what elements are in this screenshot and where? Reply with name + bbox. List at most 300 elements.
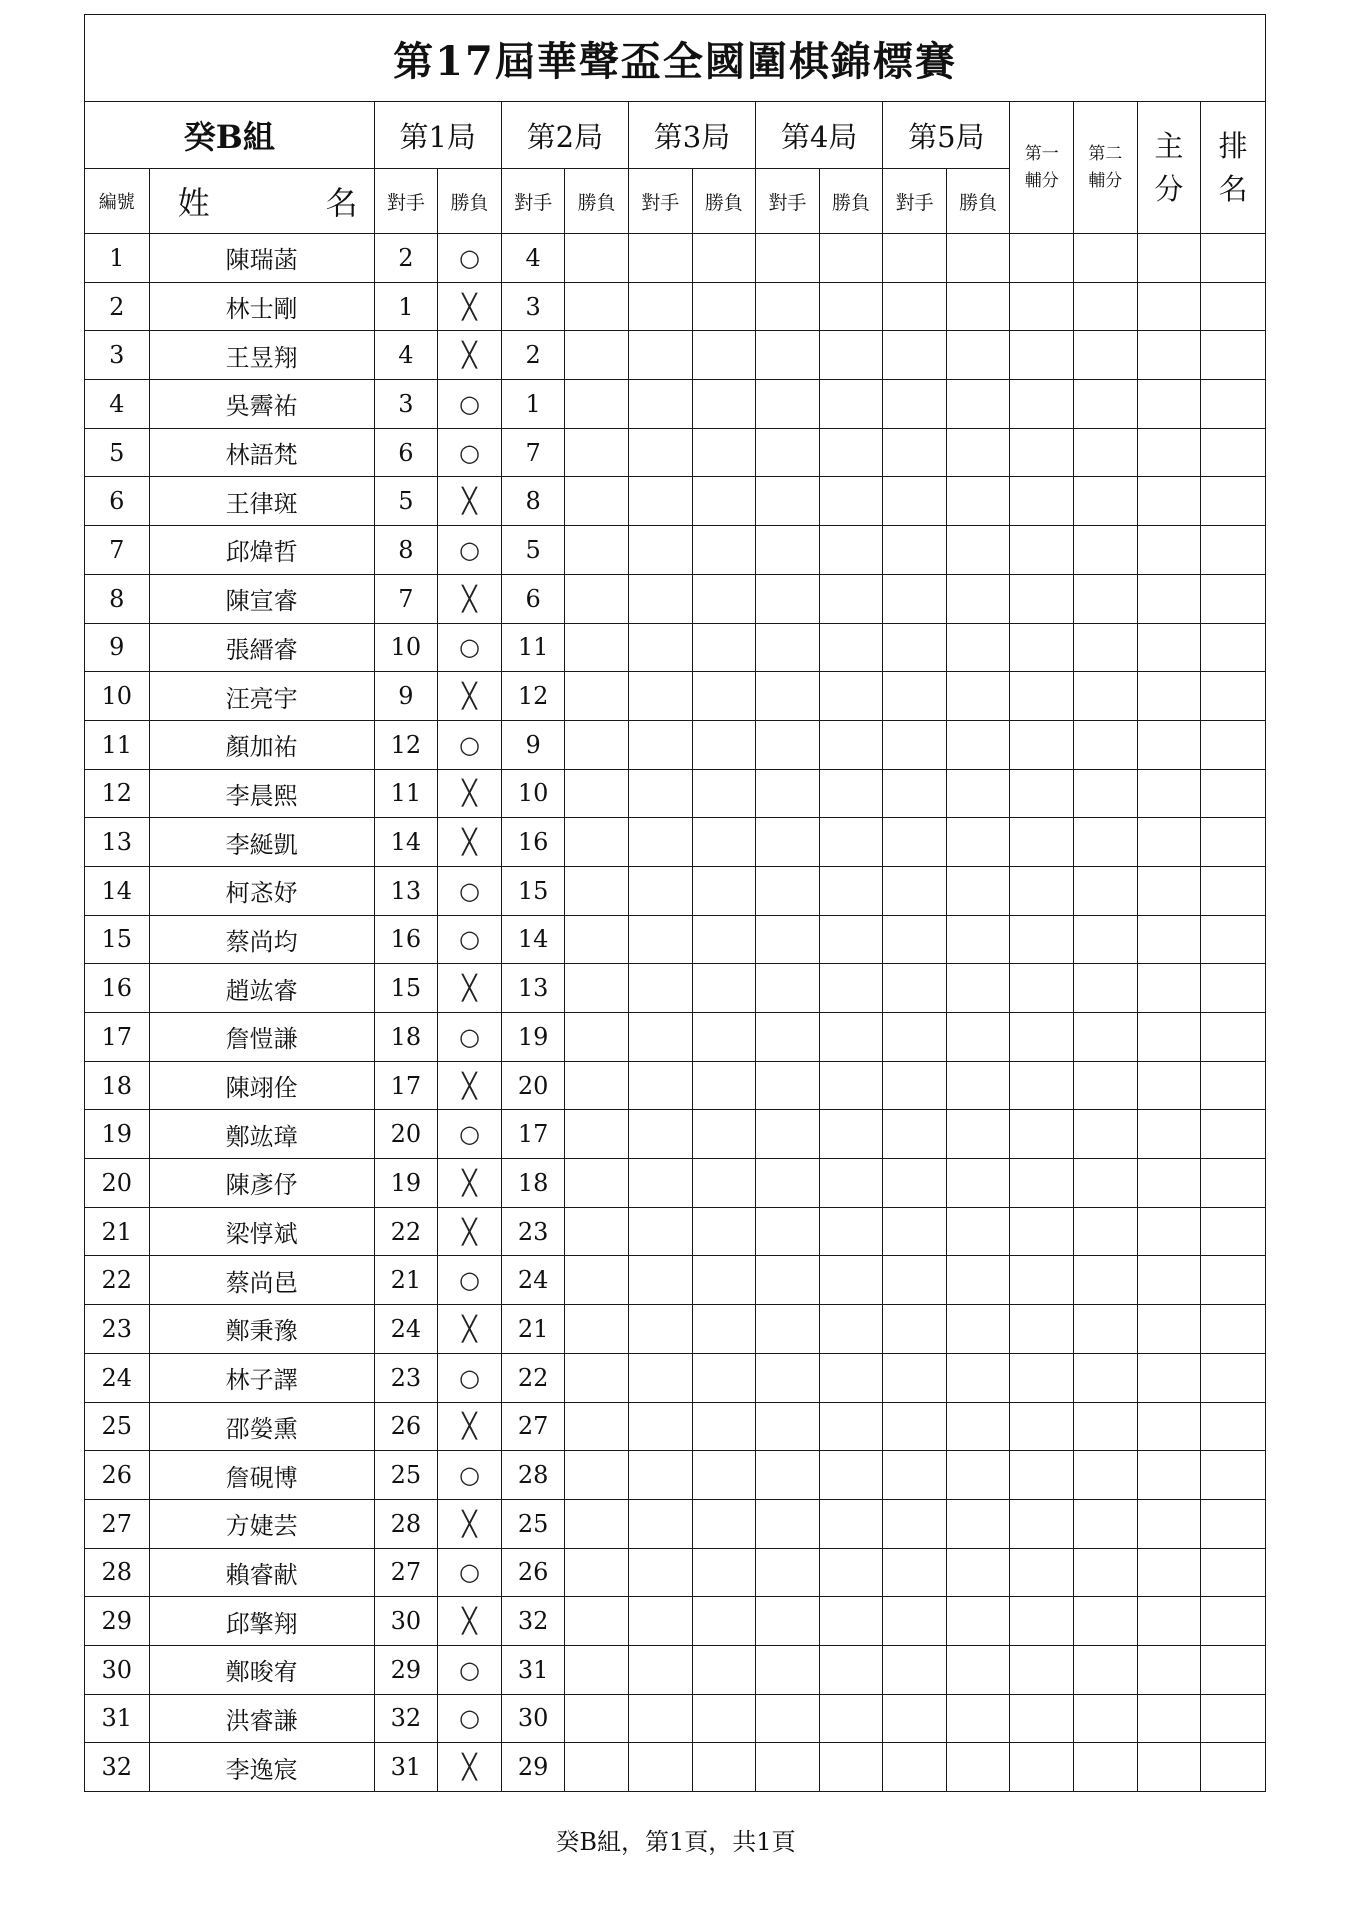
round1-result-cell: ○ <box>438 623 502 672</box>
table-row <box>85 866 1266 915</box>
rank-cell <box>1201 1548 1266 1597</box>
round4-opponent-cell <box>756 1207 820 1256</box>
round1-result-cell: ○ <box>438 915 502 964</box>
round4-opponent-cell <box>756 526 820 575</box>
round3-result-cell <box>692 477 756 526</box>
round2-opponent-cell: 31 <box>501 1645 565 1694</box>
player-name: 王昱翔 <box>149 331 374 380</box>
round4-result-cell <box>819 428 883 477</box>
round1-opponent-cell: 2 <box>374 234 438 283</box>
tiebreak2-header <box>1074 102 1138 234</box>
number-header: 編號 <box>85 169 150 234</box>
table-row <box>85 1353 1266 1402</box>
player-name: 趙竑睿 <box>149 964 374 1013</box>
round3-result-cell <box>692 282 756 331</box>
player-number: 8 <box>85 574 150 623</box>
round3-result-cell <box>692 1743 756 1792</box>
round1-result-cell: ○ <box>438 428 502 477</box>
round2-opponent-cell: 13 <box>501 964 565 1013</box>
round4-opponent-header: 對手 <box>756 169 820 234</box>
round4-opponent-cell <box>756 331 820 380</box>
round4-result-cell <box>819 1256 883 1305</box>
tiebreak1-cell <box>1010 331 1074 380</box>
round3-result-cell <box>692 380 756 429</box>
main-score-cell <box>1137 1207 1201 1256</box>
round1-result-cell: ╳ <box>438 1597 502 1646</box>
round4-opponent-cell <box>756 1353 820 1402</box>
round1-opponent-cell: 27 <box>374 1548 438 1597</box>
round4-result-cell <box>819 1743 883 1792</box>
round4-result-cell <box>819 1207 883 1256</box>
round3-opponent-cell <box>628 1353 692 1402</box>
tiebreak2-cell <box>1074 964 1138 1013</box>
round1-result-cell: ○ <box>438 526 502 575</box>
round5-opponent-cell <box>883 331 947 380</box>
round1-result-cell: ╳ <box>438 477 502 526</box>
round1-opponent-cell: 19 <box>374 1159 438 1208</box>
round1-result-cell: ○ <box>438 1645 502 1694</box>
table-row <box>85 964 1266 1013</box>
tiebreak2-cell <box>1074 1159 1138 1208</box>
round3-result-cell <box>692 818 756 867</box>
player-name: 陳瑞菡 <box>149 234 374 283</box>
player-name: 張縉睿 <box>149 623 374 672</box>
round2-opponent-cell: 2 <box>501 331 565 380</box>
round1-opponent-cell: 5 <box>374 477 438 526</box>
round1-opponent-cell: 21 <box>374 1256 438 1305</box>
round4-opponent-cell <box>756 428 820 477</box>
tiebreak2-cell <box>1074 1645 1138 1694</box>
round5-result-cell <box>946 380 1010 429</box>
round2-opponent-cell: 8 <box>501 477 565 526</box>
round1-opponent-cell: 17 <box>374 1061 438 1110</box>
round3-result-cell <box>692 331 756 380</box>
round2-result-cell <box>565 818 629 867</box>
round5-result-cell <box>946 1743 1010 1792</box>
round1-result-cell: ╳ <box>438 769 502 818</box>
round-header-1: 第1局 <box>374 102 501 169</box>
round2-opponent-cell: 25 <box>501 1499 565 1548</box>
round2-result-cell <box>565 234 629 283</box>
name-header-char2: 名 <box>325 184 358 222</box>
rank-cell <box>1201 1402 1266 1451</box>
round4-opponent-cell <box>756 769 820 818</box>
player-number: 19 <box>85 1110 150 1159</box>
player-name: 鄭竑璋 <box>149 1110 374 1159</box>
round4-result-cell <box>819 1645 883 1694</box>
round1-result-cell: ╳ <box>438 1061 502 1110</box>
round2-result-cell <box>565 1061 629 1110</box>
round3-opponent-cell <box>628 1402 692 1451</box>
table-row <box>85 1013 1266 1062</box>
round1-opponent-cell: 8 <box>374 526 438 575</box>
tiebreak1-cell <box>1010 234 1074 283</box>
round4-result-header: 勝負 <box>819 169 883 234</box>
tiebreak1-cell <box>1010 1645 1074 1694</box>
round4-result-cell <box>819 964 883 1013</box>
round2-opponent-cell: 1 <box>501 380 565 429</box>
round2-result-cell <box>565 1451 629 1500</box>
player-number: 6 <box>85 477 150 526</box>
player-name: 蔡尚均 <box>149 915 374 964</box>
round1-result-cell: ╳ <box>438 1743 502 1792</box>
player-number: 7 <box>85 526 150 575</box>
round3-result-cell <box>692 428 756 477</box>
tiebreak1-cell <box>1010 1597 1074 1646</box>
table-row <box>85 1061 1266 1110</box>
round2-opponent-cell: 14 <box>501 915 565 964</box>
round2-opponent-cell: 3 <box>501 282 565 331</box>
round5-result-cell <box>946 234 1010 283</box>
round3-result-cell <box>692 1256 756 1305</box>
round2-opponent-cell: 28 <box>501 1451 565 1500</box>
round3-opponent-cell <box>628 1256 692 1305</box>
player-number: 31 <box>85 1694 150 1743</box>
player-number: 1 <box>85 234 150 283</box>
round1-opponent-cell: 18 <box>374 1013 438 1062</box>
player-name: 林子譯 <box>149 1353 374 1402</box>
tiebreak1-cell <box>1010 1305 1074 1354</box>
tiebreak2-cell <box>1074 331 1138 380</box>
player-number: 9 <box>85 623 150 672</box>
table-row <box>85 282 1266 331</box>
main-score-cell <box>1137 1645 1201 1694</box>
round3-result-cell <box>692 623 756 672</box>
tiebreak1-cell <box>1010 1743 1074 1792</box>
round1-opponent-cell: 31 <box>374 1743 438 1792</box>
round5-opponent-cell <box>883 1013 947 1062</box>
table-row <box>85 1645 1266 1694</box>
main-score-header-line2: 分 <box>1154 171 1184 206</box>
round1-result-cell: ○ <box>438 380 502 429</box>
rank-cell <box>1201 672 1266 721</box>
round1-result-cell: ○ <box>438 1548 502 1597</box>
round1-result-header: 勝負 <box>438 169 502 234</box>
tiebreak1-cell <box>1010 428 1074 477</box>
rank-cell <box>1201 1207 1266 1256</box>
round2-opponent-cell: 9 <box>501 720 565 769</box>
table-row <box>85 477 1266 526</box>
player-number: 26 <box>85 1451 150 1500</box>
round5-opponent-cell <box>883 526 947 575</box>
round5-result-cell <box>946 672 1010 721</box>
round2-result-cell <box>565 477 629 526</box>
round2-opponent-cell: 17 <box>501 1110 565 1159</box>
tiebreak1-cell <box>1010 1256 1074 1305</box>
tiebreak1-cell <box>1010 915 1074 964</box>
round3-opponent-cell <box>628 769 692 818</box>
main-score-cell <box>1137 1256 1201 1305</box>
round2-result-cell <box>565 866 629 915</box>
round2-opponent-cell: 6 <box>501 574 565 623</box>
round-header-4: 第4局 <box>756 102 883 169</box>
main-score-cell <box>1137 1597 1201 1646</box>
round5-result-cell <box>946 1499 1010 1548</box>
rank-cell <box>1201 1305 1266 1354</box>
tiebreak1-cell <box>1010 380 1074 429</box>
round5-result-cell <box>946 964 1010 1013</box>
player-name: 柯忞妤 <box>149 866 374 915</box>
round5-result-cell <box>946 1061 1010 1110</box>
round4-result-cell <box>819 574 883 623</box>
main-score-cell <box>1137 769 1201 818</box>
tiebreak2-cell <box>1074 1499 1138 1548</box>
round5-opponent-cell <box>883 380 947 429</box>
main-score-cell <box>1137 234 1201 283</box>
tiebreak1-cell <box>1010 1451 1074 1500</box>
rank-cell <box>1201 818 1266 867</box>
round1-opponent-cell: 30 <box>374 1597 438 1646</box>
round5-result-cell <box>946 428 1010 477</box>
round4-opponent-cell <box>756 672 820 721</box>
score-sheet <box>84 14 1266 1792</box>
round3-opponent-cell <box>628 1743 692 1792</box>
round1-opponent-cell: 24 <box>374 1305 438 1354</box>
round5-result-cell <box>946 915 1010 964</box>
round1-opponent-cell: 11 <box>374 769 438 818</box>
round5-result-cell <box>946 331 1010 380</box>
tiebreak1-cell <box>1010 1694 1074 1743</box>
round4-opponent-cell <box>756 1061 820 1110</box>
round1-result-cell: ○ <box>438 1110 502 1159</box>
round3-result-cell <box>692 1548 756 1597</box>
round1-opponent-cell: 29 <box>374 1645 438 1694</box>
tiebreak1-cell <box>1010 1159 1074 1208</box>
tiebreak2-header-line2: 輔分 <box>1088 170 1123 191</box>
round3-result-cell <box>692 1061 756 1110</box>
round4-result-cell <box>819 1402 883 1451</box>
rank-cell <box>1201 915 1266 964</box>
round1-opponent-cell: 28 <box>374 1499 438 1548</box>
round4-opponent-cell <box>756 1013 820 1062</box>
round3-result-cell <box>692 1013 756 1062</box>
round2-opponent-cell: 10 <box>501 769 565 818</box>
round4-opponent-cell <box>756 282 820 331</box>
round5-result-cell <box>946 720 1010 769</box>
tiebreak1-cell <box>1010 477 1074 526</box>
table-row <box>85 1597 1266 1646</box>
player-name: 邱擎翔 <box>149 1597 374 1646</box>
tiebreak2-cell <box>1074 672 1138 721</box>
round3-opponent-cell <box>628 331 692 380</box>
tiebreak1-cell <box>1010 526 1074 575</box>
round4-result-cell <box>819 526 883 575</box>
round5-opponent-cell <box>883 477 947 526</box>
round2-result-cell <box>565 1353 629 1402</box>
round4-opponent-cell <box>756 380 820 429</box>
round2-result-cell <box>565 1743 629 1792</box>
round4-opponent-cell <box>756 866 820 915</box>
round5-opponent-cell <box>883 818 947 867</box>
tiebreak2-cell <box>1074 1597 1138 1646</box>
rank-cell <box>1201 574 1266 623</box>
round2-opponent-cell: 26 <box>501 1548 565 1597</box>
round3-result-header: 勝負 <box>692 169 756 234</box>
player-name: 陳彥伃 <box>149 1159 374 1208</box>
round3-result-cell <box>692 1645 756 1694</box>
player-number: 15 <box>85 915 150 964</box>
rank-cell <box>1201 1159 1266 1208</box>
main-score-cell <box>1137 964 1201 1013</box>
player-number: 4 <box>85 380 150 429</box>
round4-opponent-cell <box>756 1305 820 1354</box>
main-score-cell <box>1137 1499 1201 1548</box>
round3-result-cell <box>692 964 756 1013</box>
page-title: 第17屆華聲盃全國圍棋錦標賽 <box>85 15 1266 102</box>
main-score-cell <box>1137 1013 1201 1062</box>
table-row <box>85 1207 1266 1256</box>
rank-cell <box>1201 234 1266 283</box>
round4-opponent-cell <box>756 1110 820 1159</box>
round1-opponent-cell: 6 <box>374 428 438 477</box>
round3-result-cell <box>692 574 756 623</box>
rank-cell <box>1201 769 1266 818</box>
round1-opponent-cell: 22 <box>374 1207 438 1256</box>
player-name: 洪睿謙 <box>149 1694 374 1743</box>
round3-opponent-cell <box>628 1499 692 1548</box>
rank-cell <box>1201 331 1266 380</box>
round3-opponent-cell <box>628 866 692 915</box>
round5-result-cell <box>946 1451 1010 1500</box>
tiebreak2-cell <box>1074 1305 1138 1354</box>
tiebreak2-cell <box>1074 1207 1138 1256</box>
standings-table <box>84 14 1266 1792</box>
round4-opponent-cell <box>756 1597 820 1646</box>
player-name: 陳翊佺 <box>149 1061 374 1110</box>
tiebreak1-cell <box>1010 720 1074 769</box>
round3-result-cell <box>692 1402 756 1451</box>
round1-opponent-cell: 4 <box>374 331 438 380</box>
round4-result-cell <box>819 1110 883 1159</box>
round2-result-cell <box>565 964 629 1013</box>
round5-result-cell <box>946 1548 1010 1597</box>
table-row <box>85 818 1266 867</box>
tiebreak1-cell <box>1010 1499 1074 1548</box>
round5-result-cell <box>946 866 1010 915</box>
rank-cell <box>1201 1694 1266 1743</box>
round1-opponent-cell: 23 <box>374 1353 438 1402</box>
round1-opponent-cell: 26 <box>374 1402 438 1451</box>
main-score-cell <box>1137 1061 1201 1110</box>
player-name: 方婕芸 <box>149 1499 374 1548</box>
round3-opponent-cell <box>628 1207 692 1256</box>
round3-opponent-cell <box>628 818 692 867</box>
tiebreak1-cell <box>1010 1548 1074 1597</box>
round5-opponent-cell <box>883 1159 947 1208</box>
round5-opponent-cell <box>883 1256 947 1305</box>
round2-result-cell <box>565 428 629 477</box>
tiebreak1-cell <box>1010 769 1074 818</box>
round3-result-cell <box>692 1694 756 1743</box>
player-number: 2 <box>85 282 150 331</box>
round1-result-cell: ╳ <box>438 1207 502 1256</box>
round4-result-cell <box>819 1548 883 1597</box>
round3-result-cell <box>692 234 756 283</box>
player-name: 詹愷謙 <box>149 1013 374 1062</box>
main-score-cell <box>1137 1694 1201 1743</box>
round5-result-cell <box>946 1159 1010 1208</box>
main-score-cell <box>1137 1110 1201 1159</box>
rank-cell <box>1201 1353 1266 1402</box>
player-number: 20 <box>85 1159 150 1208</box>
round2-result-cell <box>565 1548 629 1597</box>
round5-opponent-cell <box>883 915 947 964</box>
round3-opponent-cell <box>628 1597 692 1646</box>
player-number: 21 <box>85 1207 150 1256</box>
round4-result-cell <box>819 380 883 429</box>
round3-opponent-cell <box>628 623 692 672</box>
round2-result-cell <box>565 1305 629 1354</box>
table-row <box>85 915 1266 964</box>
player-number: 27 <box>85 1499 150 1548</box>
round4-result-cell <box>819 477 883 526</box>
main-score-header <box>1137 102 1201 234</box>
round4-result-cell <box>819 672 883 721</box>
main-score-cell <box>1137 818 1201 867</box>
player-name: 邵嫈熏 <box>149 1402 374 1451</box>
table-row <box>85 672 1266 721</box>
round1-result-cell: ○ <box>438 1694 502 1743</box>
round4-result-cell <box>819 1159 883 1208</box>
round5-result-cell <box>946 1207 1010 1256</box>
round5-result-cell <box>946 769 1010 818</box>
round2-result-cell <box>565 1256 629 1305</box>
tiebreak2-cell <box>1074 526 1138 575</box>
round1-opponent-cell: 14 <box>374 818 438 867</box>
round1-result-cell: ○ <box>438 1013 502 1062</box>
rank-cell <box>1201 720 1266 769</box>
round3-opponent-cell <box>628 1694 692 1743</box>
round2-result-cell <box>565 526 629 575</box>
round4-result-cell <box>819 1013 883 1062</box>
main-score-cell <box>1137 623 1201 672</box>
round2-opponent-cell: 7 <box>501 428 565 477</box>
round3-opponent-cell <box>628 720 692 769</box>
table-row <box>85 1159 1266 1208</box>
round5-opponent-cell <box>883 672 947 721</box>
tiebreak1-cell <box>1010 1402 1074 1451</box>
player-name: 陳宣睿 <box>149 574 374 623</box>
round4-opponent-cell <box>756 915 820 964</box>
round3-result-cell <box>692 1305 756 1354</box>
round4-result-cell <box>819 769 883 818</box>
rank-cell <box>1201 1597 1266 1646</box>
round2-result-cell <box>565 720 629 769</box>
player-number: 3 <box>85 331 150 380</box>
round2-result-cell <box>565 574 629 623</box>
round3-opponent-cell <box>628 1159 692 1208</box>
round4-opponent-cell <box>756 1256 820 1305</box>
round4-result-cell <box>819 623 883 672</box>
rank-cell <box>1201 282 1266 331</box>
round2-result-cell <box>565 1159 629 1208</box>
rank-header-line1: 排 <box>1218 129 1248 164</box>
tiebreak1-cell <box>1010 282 1074 331</box>
round3-opponent-cell <box>628 282 692 331</box>
round4-opponent-cell <box>756 623 820 672</box>
player-number: 28 <box>85 1548 150 1597</box>
tiebreak2-cell <box>1074 234 1138 283</box>
round5-opponent-cell <box>883 1499 947 1548</box>
main-score-cell <box>1137 1402 1201 1451</box>
round2-opponent-cell: 30 <box>501 1694 565 1743</box>
tiebreak1-cell <box>1010 1110 1074 1159</box>
player-number: 5 <box>85 428 150 477</box>
table-row <box>85 769 1266 818</box>
main-score-cell <box>1137 1353 1201 1402</box>
round5-opponent-cell <box>883 1548 947 1597</box>
rank-cell <box>1201 1256 1266 1305</box>
